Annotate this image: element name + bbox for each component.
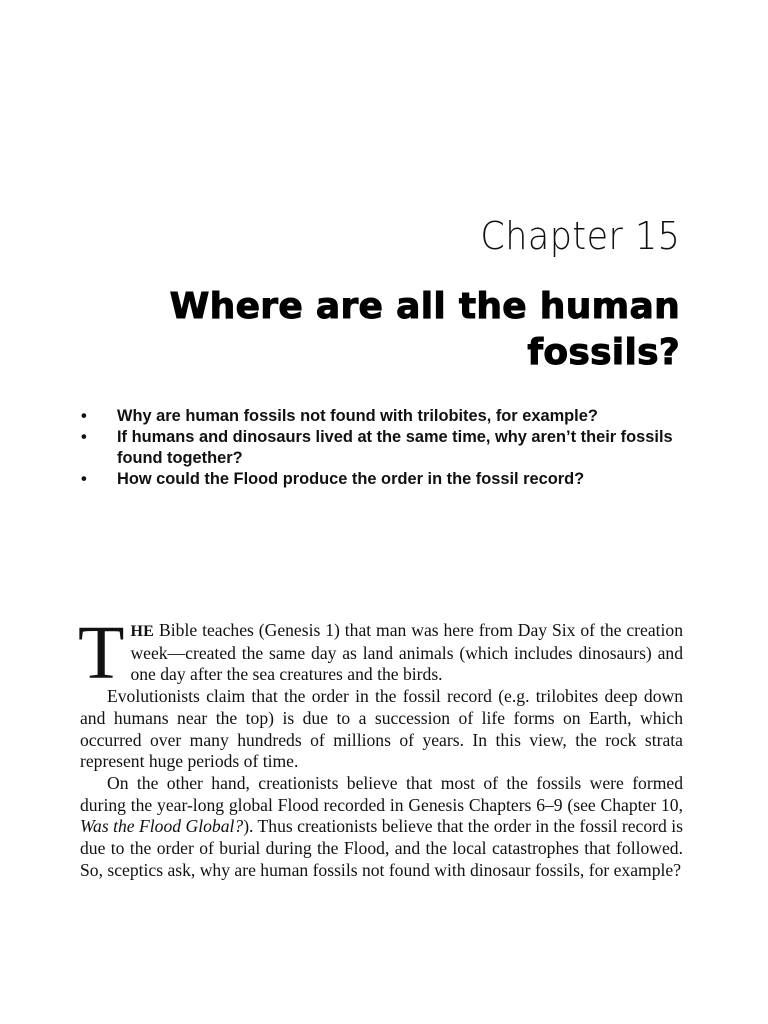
question-item <box>80 406 700 427</box>
paragraph-1 <box>78 611 683 695</box>
lead-in: HE <box>130 623 155 640</box>
question-text: If humans and dinosaurs lived at the same time, why aren’t their fossils found together? <box>117 428 673 467</box>
question-list <box>80 406 700 490</box>
bullet-icon: • <box>81 407 87 425</box>
question-item <box>80 469 700 490</box>
paragraph-1-text: Bible teaches (Genesis 1) that man was here from Day Six of the creation week—created the same day as land animals (which includes dinosaurs) and one day after the sea creatures and the birds. <box>130 620 683 685</box>
question-text: Why are human fossils not found with trilobites, for example? <box>117 407 598 425</box>
question-item <box>80 427 700 469</box>
paragraph-2: Evolutionists claim that the order in the fossil record (e.g. trilobites deep down and humans near the top) is due to a succession of life forms on Earth, which occurred over many hundreds of millions of years. In this view, the rock strata represent huge periods of time. <box>80 686 683 772</box>
chapter-reference-title: Was the Flood Global? <box>80 816 244 837</box>
paragraph-3-text-b: ). Thus creationists believe that the order in the fossil record is due to the order of burial during the Flood, and the local catastrophes that followed. So, sceptics ask, why are human fossils not found with dinosaur fossils, for example? <box>80 816 683 880</box>
drop-cap: T <box>78 611 125 695</box>
body-text <box>78 611 683 881</box>
bullet-icon: • <box>81 428 87 446</box>
question-text: How could the Flood produce the order in the fossil record? <box>117 470 585 488</box>
paragraph-3-text-a: On the other hand, creationists believe that most of the fossils were formed during the year-long global Flood recorded in Genesis Chapters 6–9 (see Chapter 10, <box>80 772 683 815</box>
chapter-title: Where are all the human fossils? <box>169 286 680 373</box>
paragraph-3 <box>80 773 683 882</box>
chapter-label: Chapter 15 <box>480 214 680 258</box>
bullet-icon: • <box>81 470 87 488</box>
